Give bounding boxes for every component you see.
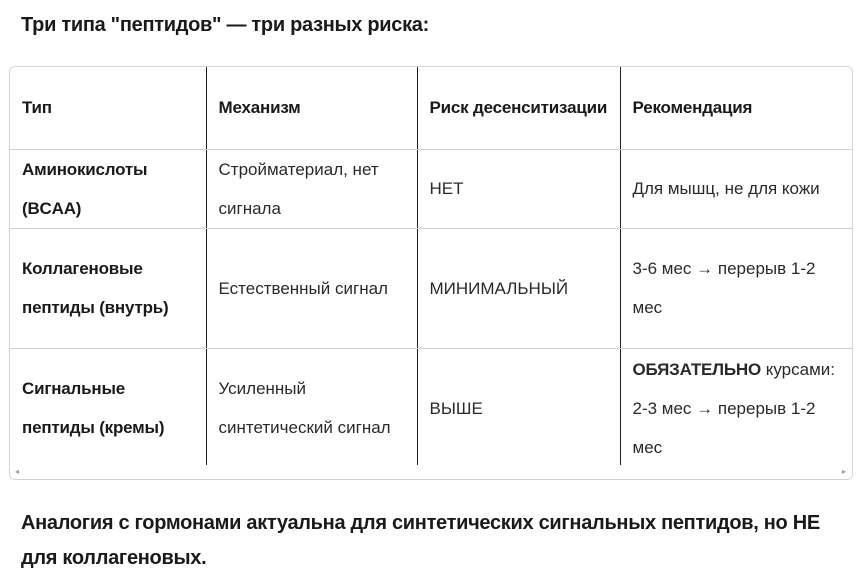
- cell-risk: ВЫШЕ: [417, 348, 620, 468]
- conclusion-text: Аналогия с гормонами актуальна для синтетических сигнальных пептидов, но НЕ для коллагеновых.: [21, 512, 820, 569]
- cell-recommendation: 3-6 мес → перерыв 1-2 мес: [620, 228, 853, 348]
- table-row: [10, 348, 853, 468]
- cell-risk: НЕТ: [417, 149, 620, 228]
- horizontal-scrollbar[interactable]: [10, 465, 852, 479]
- table-row: [10, 228, 853, 348]
- scroll-right-icon[interactable]: ▸: [841, 467, 846, 476]
- cell-risk: МИНИМАЛЬНЫЙ: [417, 228, 620, 348]
- header-type: Тип: [10, 67, 206, 149]
- cell-mechanism: Естественный сигнал: [206, 228, 417, 348]
- header-recommendation: Рекомендация: [620, 67, 853, 149]
- cell-type: Аминокислоты (BCAA): [10, 149, 206, 228]
- recommendation-text: курсами: 2-3 мес → перерыв 1-2 мес: [632, 359, 835, 457]
- header-mechanism: Механизм: [206, 67, 417, 149]
- cell-type: Сигнальные пептиды (кремы): [10, 348, 206, 468]
- section-heading: Три типа "пептидов" — три разных риска:: [21, 14, 429, 36]
- cell-recommendation: [620, 348, 853, 468]
- cell-mechanism: Усиленный синтетический сигнал: [206, 348, 417, 468]
- cell-type: Коллагеновые пептиды (внутрь): [10, 228, 206, 348]
- table-header-row: [10, 67, 853, 149]
- cell-mechanism: Стройматериал, нет сигнала: [206, 149, 417, 228]
- header-risk: Риск десенситизации: [417, 67, 620, 149]
- recommendation-emphasis: ОБЯЗАТЕЛЬНО: [632, 359, 761, 379]
- peptides-table: [10, 67, 853, 468]
- scroll-left-icon[interactable]: ◂: [15, 467, 20, 476]
- table-container: [9, 66, 853, 480]
- table-row: [10, 149, 853, 228]
- cell-recommendation: Для мышц, не для кожи: [620, 149, 853, 228]
